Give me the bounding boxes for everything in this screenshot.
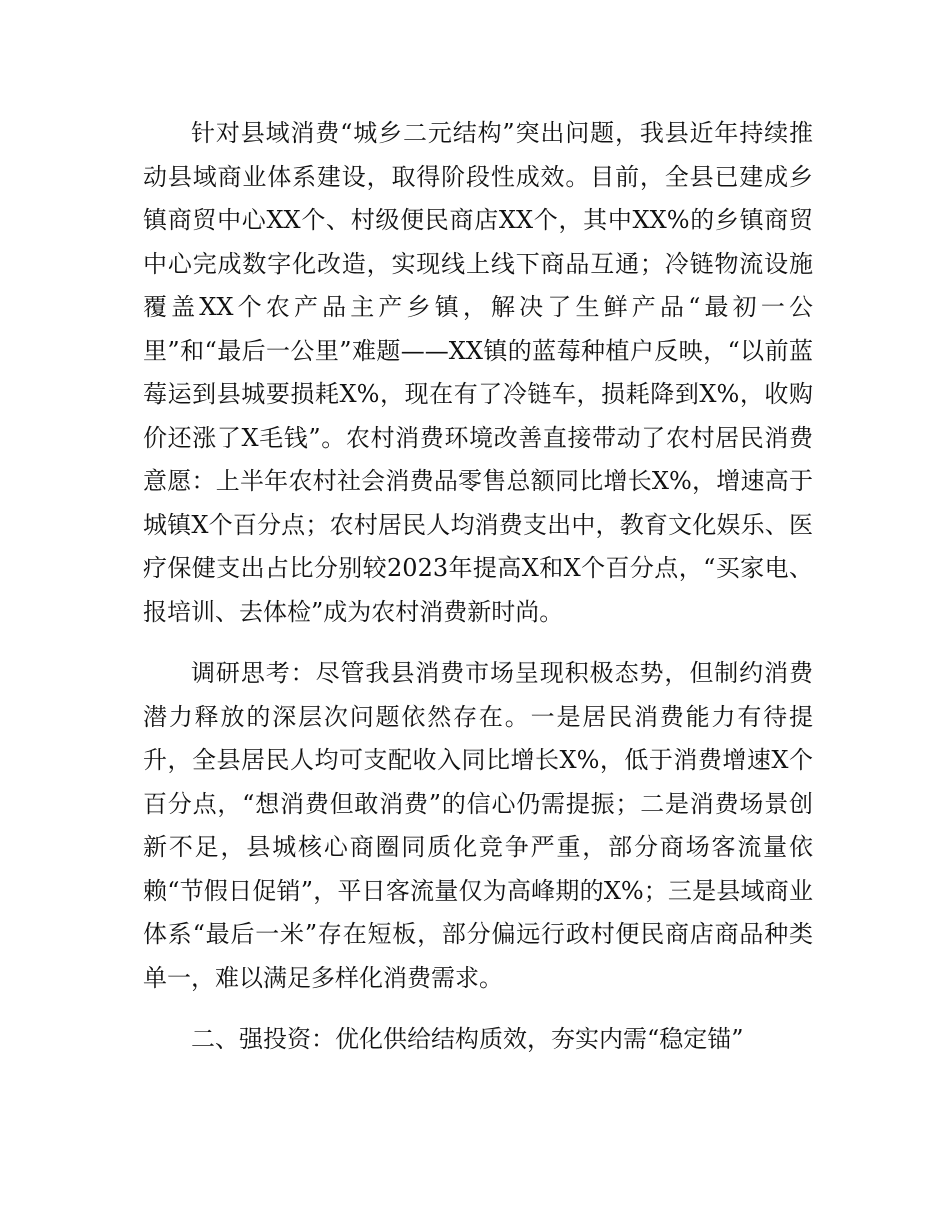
section-heading-investment: 二、强投资：优化供给结构质效，夯实内需“稳定锚” [191,1025,744,1053]
document-body [143,112,813,1062]
paragraph-research-thoughts: 调研思考：尽管我县消费市场呈现积极态势，但制约消费潜力释放的深层次问题依然存在。一是居民消费能力有待提升，全县居民人均可支配收入同比增长X%，低于消费增速X个百分点，“想消费但敢消费”的信心仍需提振；二是消费场景创新不足，县城核心商圈同质化竞争严重，部分商场客流量依赖“节假日促销”，平日客流量仅为高峰期的X%；三是县域商业体系“最后一米”存在短板，部分偏远行政村便民商店商品种类单一，难以满足多样化消费需求。 [143,659,813,992]
paragraph-consumption-results: 针对县域消费“城乡二元结构”突出问题，我县近年持续推动县域商业体系建设，取得阶段性成效。目前，全县已建成乡镇商贸中心XX个、村级便民商店XX个，其中XX%的乡镇商贸中心完成数字化改造，实现线上线下商品互通；冷链物流设施覆盖XX个农产品主产乡镇，解决了生鲜产品“最初一公里”和“最后一公里”难题——XX镇的蓝莓种植户反映，“以前蓝莓运到县城要损耗X%，现在有了冷链车，损耗降到X%，收购价还涨了X毛钱”。农村消费环境改善直接带动了农村居民消费意愿：上半年农村社会消费品零售总额同比增长X%，增速高于城镇X个百分点；农村居民人均消费支出中，教育文化娱乐、医疗保健支出占比分别较2023年提高X和X个百分点，“买家电、报培训、去体检”成为农村消费新时尚。 [143,119,813,626]
